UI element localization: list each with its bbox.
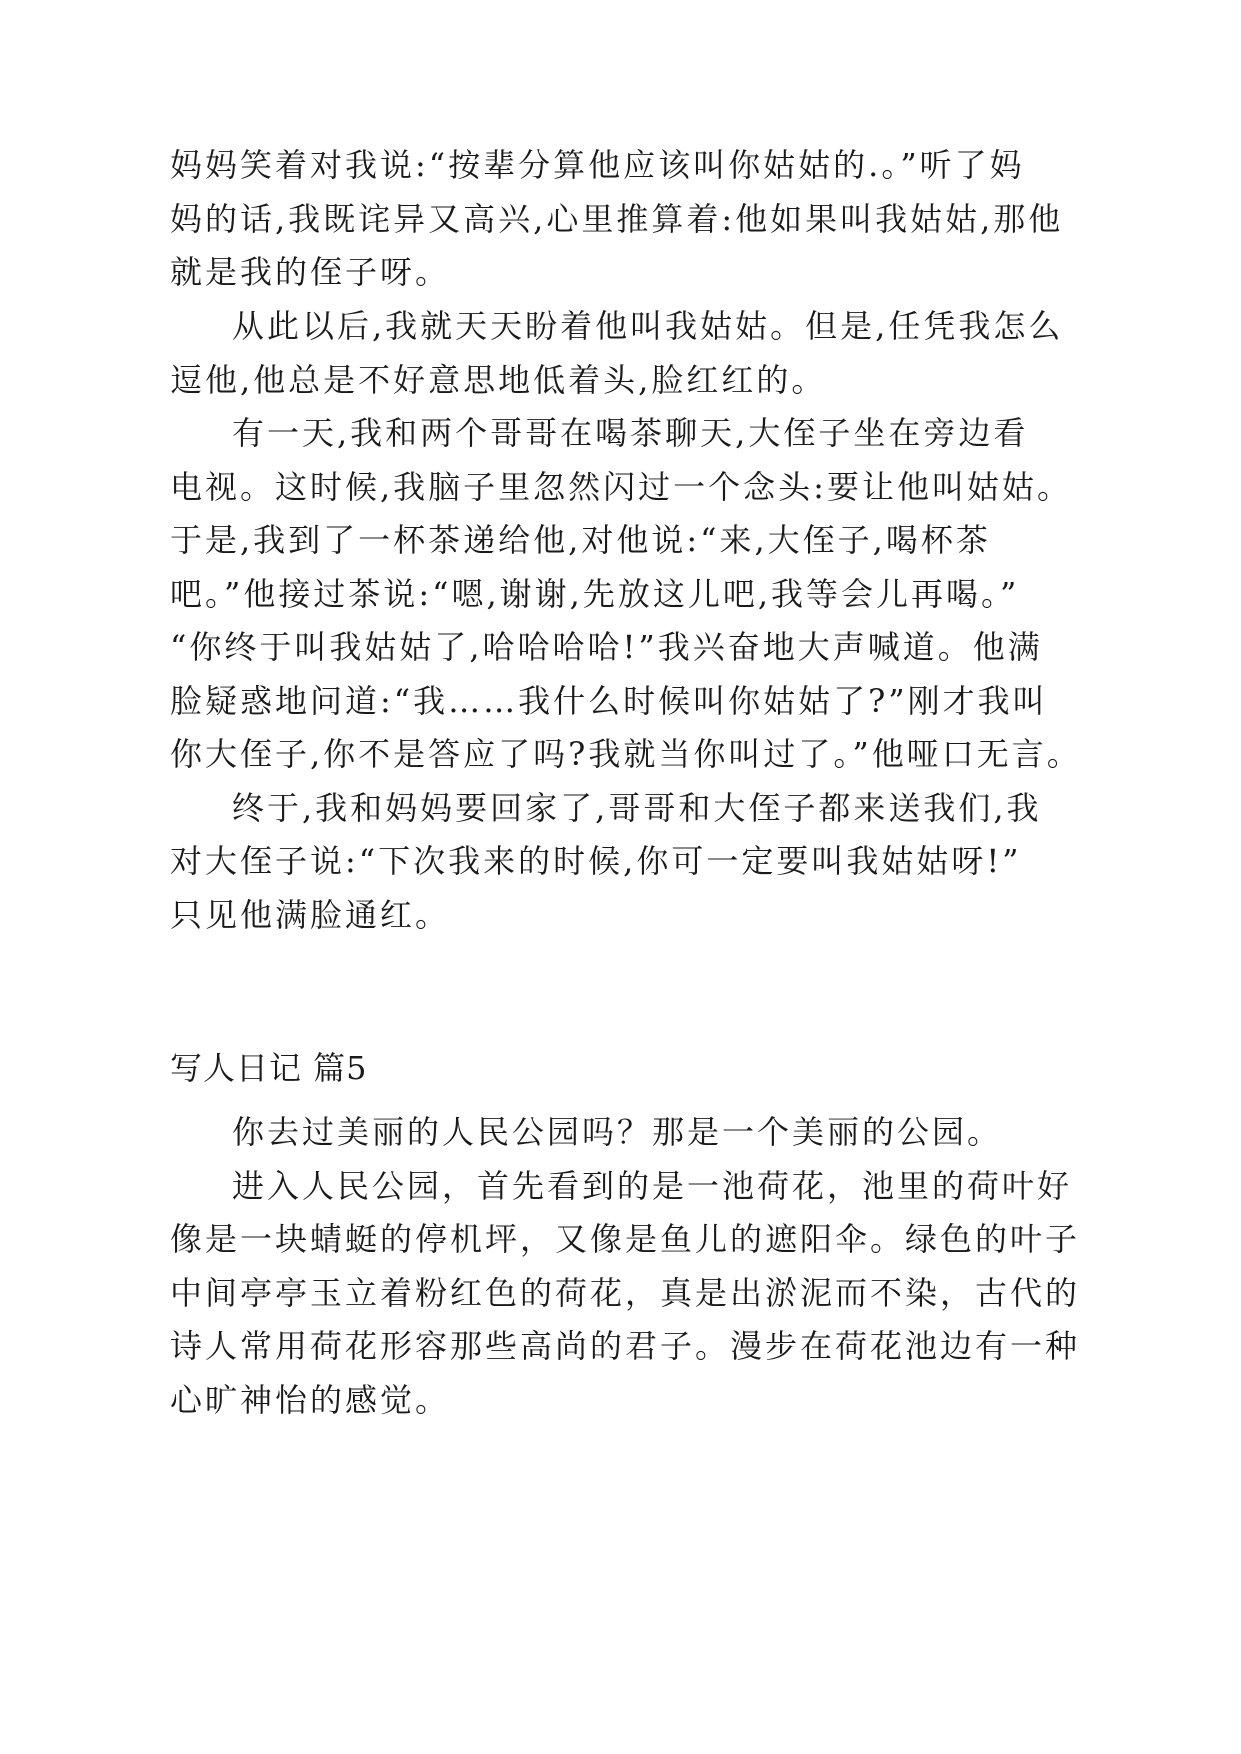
- paragraph-line: 只见他满脸通红。: [170, 896, 451, 934]
- paragraph-line: 像是一块蜻蜓的停机坪，又像是鱼儿的遮阳伞。绿色的叶子: [170, 1220, 1081, 1258]
- paragraph-line: 中间亭亭玉立着粉红色的荷花，真是出淤泥而不染，古代的: [170, 1274, 1081, 1312]
- paragraph-line: 进入人民公园，首先看到的是一池荷花，池里的荷叶好: [232, 1167, 1073, 1205]
- paragraph-line: 妈的话,我既诧异又高兴,心里推算着:他如果叫我姑姑,那他: [170, 200, 1064, 238]
- paragraph-line: 从此以后,我就天天盼着他叫我姑姑。但是,任凭我怎么: [232, 307, 1064, 345]
- paragraph-line: 于是,我到了一杯茶递给他,对他说:“来,大侄子,喝杯茶: [170, 521, 991, 559]
- paragraph-line: 电视。这时候,我脑子里忽然闪过一个念头:要让他叫姑姑。: [170, 468, 1072, 506]
- paragraph-line: 对大侄子说:“下次我来的时候,你可一定要叫我姑姑呀!”: [170, 842, 1022, 880]
- paragraph-line: 你大侄子,你不是答应了吗?我就当你叫过了。”他哑口无言。: [170, 735, 1082, 773]
- paragraph-line: “你终于叫我姑姑了,哈哈哈哈!”我兴奋地大声喊道。他满: [170, 628, 1043, 666]
- paragraph-line: 诗人常用荷花形容那些高尚的君子。漫步在荷花池边有一种: [170, 1327, 1081, 1365]
- paragraph-line: 你去过美丽的人民公园吗？那是一个美丽的公园。: [232, 1113, 1003, 1151]
- paragraph-line: 终于,我和妈妈要回家了,哥哥和大侄子都来送我们,我: [232, 789, 1042, 827]
- paragraph-line: 吧。”他接过茶说:“嗯,谢谢,先放这儿吧,我等会儿再喝。”: [170, 575, 1020, 613]
- paragraph-line: 就是我的侄子呀。: [170, 253, 451, 291]
- paragraph-line: 心旷神怡的感觉。: [170, 1381, 451, 1419]
- paragraph-line: 妈妈笑着对我说:“按辈分算他应该叫你姑姑的.。”听了妈: [170, 146, 1025, 184]
- section-title: 写人日记 篇5: [170, 1049, 368, 1087]
- paragraph-line: 逗他,他总是不好意思地低着头,脸红红的。: [170, 361, 827, 399]
- paragraph-line: 脸疑惑地问道:“我……我什么时候叫你姑姑了?”刚才我叫: [170, 682, 1048, 720]
- paragraph-line: 有一天,我和两个哥哥在喝茶聊天,大侄子坐在旁边看: [232, 414, 1029, 452]
